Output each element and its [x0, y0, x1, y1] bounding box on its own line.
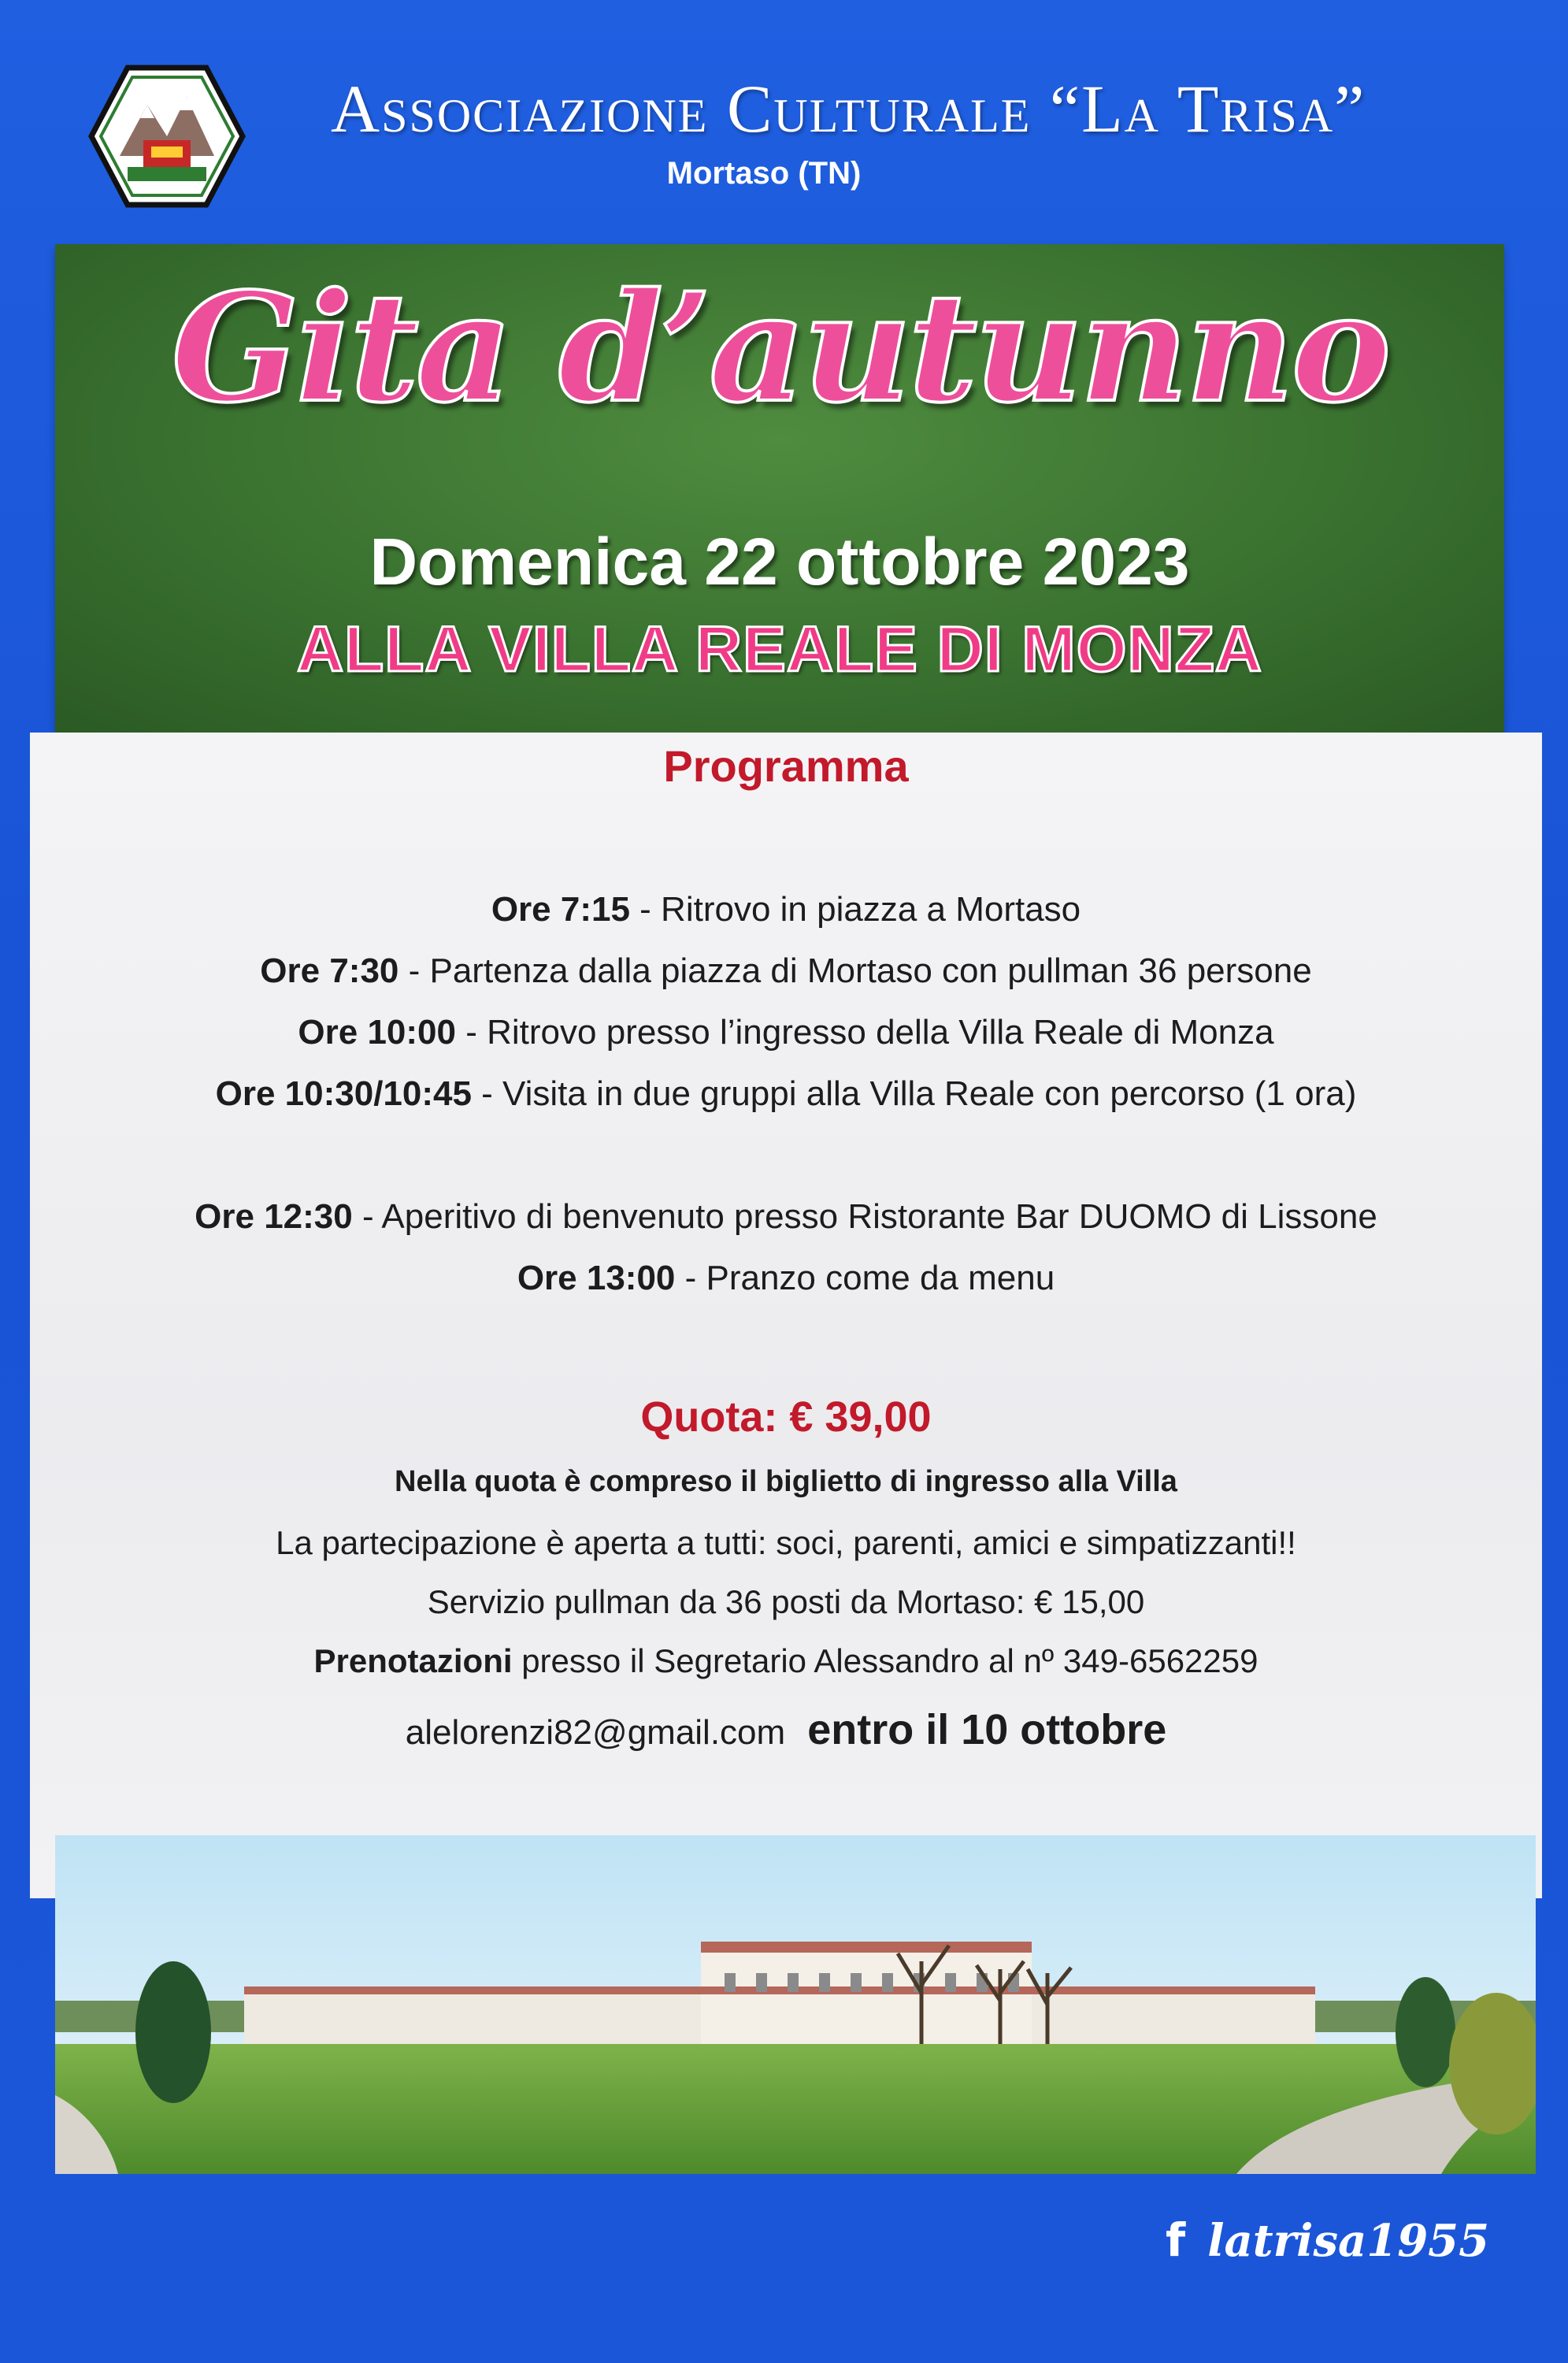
association-location: Mortaso (TN) [666, 156, 862, 191]
schedule-text: - Pranzo come da menu [675, 1259, 1055, 1297]
schedule-item [30, 1074, 1542, 1114]
booking-note [30, 1642, 1542, 1680]
schedule-item [30, 1197, 1542, 1237]
booking-label: Prenotazioni [313, 1642, 513, 1679]
schedule-text: - Aperitivo di benvenuto presso Ristorante Bar DUOMO di Lissone [352, 1197, 1377, 1236]
schedule-item [30, 952, 1542, 991]
social-footer [1166, 2213, 1496, 2267]
schedule-time: Ore 7:30 [260, 952, 399, 990]
schedule-time: Ore 12:30 [195, 1197, 353, 1236]
facebook-handle[interactable]: latrisa1955 [1207, 2215, 1490, 2267]
price-quota: Quota: € 39,00 [640, 1393, 932, 1441]
booking-text: presso il Segretario Alessandro al nº 349-6562259 [512, 1642, 1258, 1679]
event-destination: ALLA VILLA REALE DI MONZA [296, 614, 1263, 685]
association-logo-icon [88, 61, 246, 211]
schedule-item [30, 1259, 1542, 1298]
schedule-time: Ore 7:15 [491, 890, 630, 929]
event-title: Gita d’autunno [171, 260, 1388, 436]
schedule-text: - Partenza dalla piazza di Mortaso con pullman 36 persone [398, 952, 1312, 990]
contact-line [30, 1705, 1542, 1754]
schedule-item [30, 1013, 1542, 1052]
contact-email[interactable]: alelorenzi82@gmail.com [405, 1713, 786, 1752]
schedule-time: Ore 10:30/10:45 [215, 1074, 472, 1113]
schedule-time: Ore 13:00 [517, 1259, 676, 1297]
price-included-note: Nella quota è compreso il biglietto di ingresso alla Villa [395, 1465, 1177, 1498]
schedule-text: - Ritrovo in piazza a Mortaso [629, 890, 1081, 929]
participation-note: La partecipazione è aperta a tutti: soci, parenti, amici e simpatizzanti!! [276, 1524, 1296, 1561]
booking-deadline: entro il 10 ottobre [807, 1706, 1167, 1753]
bus-service-note: Servizio pullman da 36 posti da Mortaso: € 15,00 [427, 1583, 1145, 1620]
program-heading: Programma [663, 741, 909, 791]
association-name: Associazione Culturale “La Trisa” [331, 71, 1366, 147]
schedule-text: - Visita in due gruppi alla Villa Reale con percorso (1 ora) [471, 1074, 1357, 1113]
schedule-text: - Ritrovo presso l’ingresso della Villa Reale di Monza [456, 1013, 1274, 1052]
villa-reale-photo [55, 1835, 1536, 2174]
facebook-icon[interactable]: f [1166, 2213, 1186, 2267]
event-date: Domenica 22 ottobre 2023 [369, 525, 1190, 599]
schedule-time: Ore 10:00 [298, 1013, 456, 1052]
schedule-item [30, 890, 1542, 929]
